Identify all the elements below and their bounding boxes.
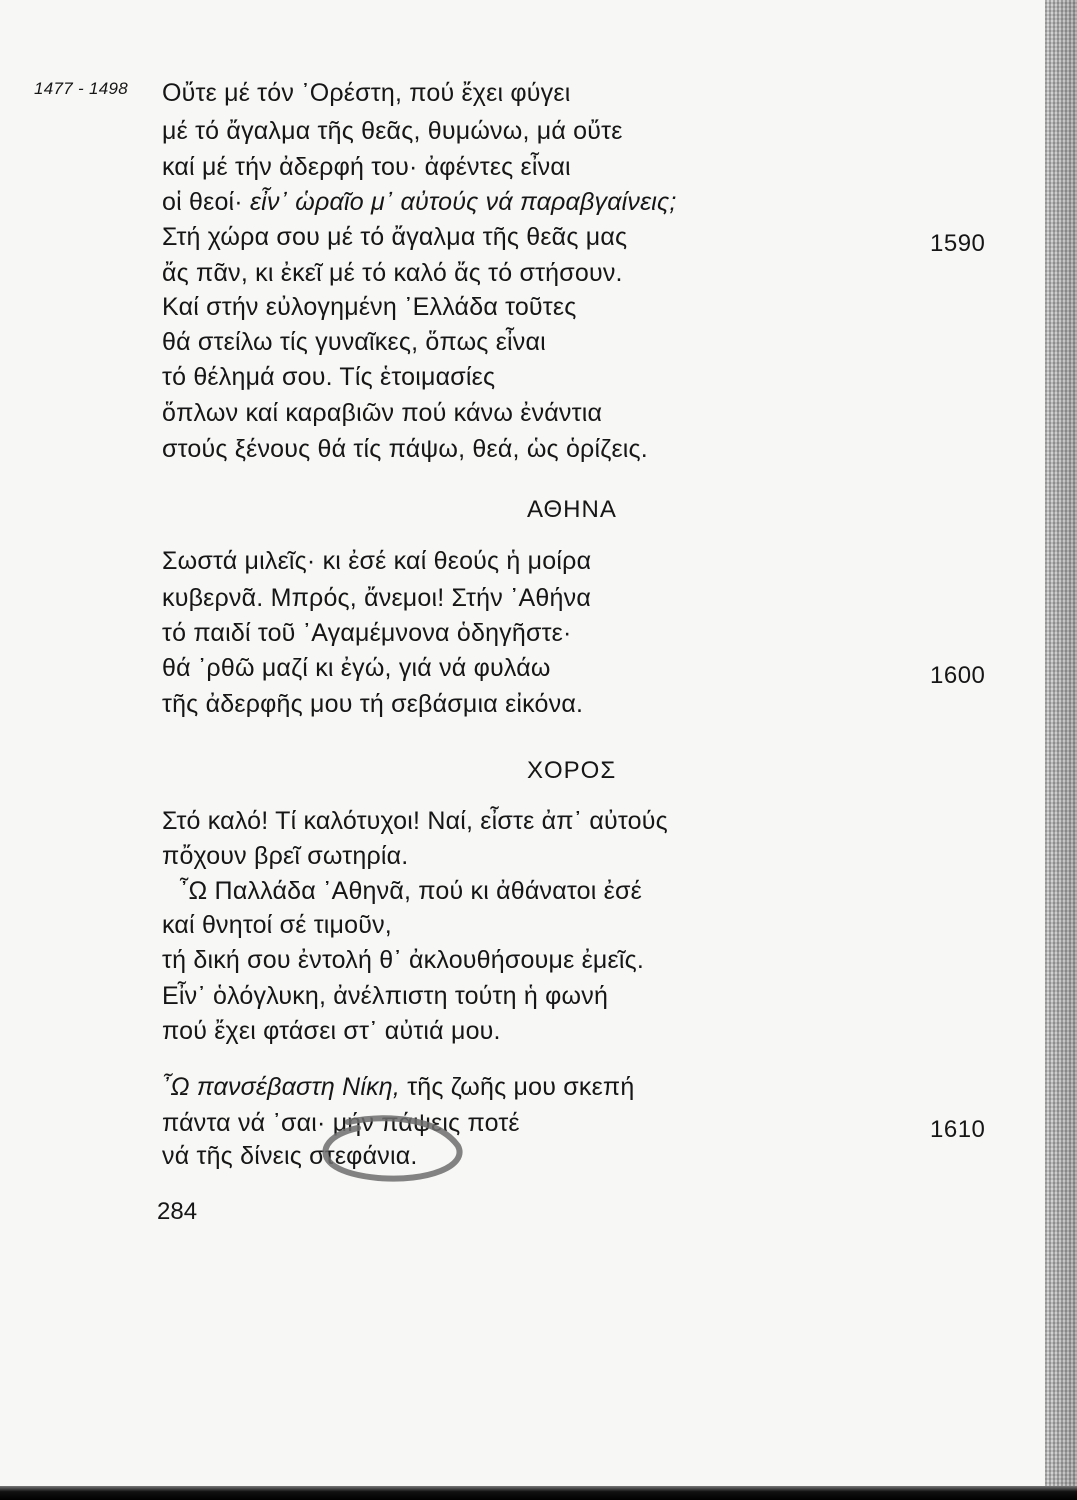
line-number: 1600 <box>930 662 986 689</box>
verse-segment-italic: ῏Ω πανσέβαστη Νίκη, <box>162 1073 401 1101</box>
verse-line: Οὔτε μέ τόν ᾿Ορέστη, πού ἔχει φύγει <box>162 79 571 107</box>
speaker-name: ΑΘΗΝΑ <box>527 496 617 523</box>
verse-line: θά στείλω τίς γυναῖκες, ὅπως εἶναι <box>162 328 546 356</box>
page-number: 284 <box>157 1198 198 1225</box>
verse-line: πού ἔχει φτάσει στ᾿ αὐτιά μου. <box>162 1017 501 1045</box>
verse-line: ῏Ω Παλλάδα ᾿Αθηνᾶ, πού κι ἀθάνατοι ἐσέ <box>180 877 642 905</box>
verse-line: Καί στήν εὐλογημένη ᾿Ελλάδα τοῦτες <box>162 293 577 321</box>
verse-line: θά ᾿ρθῶ μαζί κι ἐγώ, γιά νά φυλάω <box>162 654 551 682</box>
verse-line: κυβερνᾶ. Μπρός, ἄνεμοι! Στήν ᾿Αθήνα <box>162 584 591 612</box>
verse-line: πάντα νά ᾿σαι· μήν πάψεις ποτέ <box>162 1109 520 1137</box>
verse-line: καί θνητοί σέ τιμοῦν, <box>162 911 392 939</box>
verse-line: Στό καλό! Τί καλότυχοι! Ναί, εἶστε ἀπ᾿ αὐτούς <box>162 807 668 835</box>
speaker-name: ΧΟΡΟΣ <box>527 757 617 784</box>
verse-line: καί μέ τήν ἀδερφή του· ἀφέντες εἶναι <box>162 153 571 181</box>
verse-line: τή δική σου ἐντολή θ᾿ ἀκλουθήσουμε ἐμεῖς. <box>162 946 645 974</box>
verse-line: στούς ξένους θά τίς πάψω, θεά, ὡς ὁρίζεις. <box>162 435 648 463</box>
verse-line <box>162 187 677 217</box>
verse-line: νά τῆς δίνεις στεφάνια. <box>162 1142 418 1170</box>
pencil-circle-mark <box>318 1108 468 1188</box>
verse-segment: οἱ θεοί· <box>162 188 243 216</box>
verse-line: τό θέλημά σου. Τίς ἑτοιμασίες <box>162 363 496 391</box>
line-number: 1590 <box>930 230 986 257</box>
verse-segment: τῆς ζωῆς μου σκεπή <box>407 1073 635 1101</box>
verse-line: Σωστά μιλεῖς· κι ἐσέ καί θεούς ἡ μοίρα <box>162 547 592 575</box>
page-bottom-shadow <box>0 1486 1077 1500</box>
verse-line: ὅπλων καί καραβιῶν πού κάνω ἐνάντια <box>162 399 603 427</box>
verse-segment-italic: εἶν᾿ ὡραῖο μ᾿ αὐτούς νά παραβγαίνεις; <box>250 188 677 216</box>
verse-line <box>162 1072 634 1102</box>
verse-line: ἄς πᾶν, κι ἐκεῖ μέ τό καλό ἄς τό στήσουν. <box>162 259 623 287</box>
verse-line: Στή χώρα σου μέ τό ἄγαλμα τῆς θεᾶς μας <box>162 223 628 251</box>
line-reference: 1477 - 1498 <box>34 79 129 98</box>
fabric-edge <box>1045 0 1077 1500</box>
verse-line: τό παιδί τοῦ ᾿Αγαμέμνονα ὁδηγῆστε· <box>162 619 572 647</box>
verse-line: μέ τό ἄγαλμα τῆς θεᾶς, θυμώνω, μά οὔτε <box>162 117 623 145</box>
verse-line: Εἶν᾿ ὁλόγλυκη, ἀνέλπιστη τούτη ἡ φωνή <box>162 982 609 1010</box>
verse-line: τῆς ἀδερφῆς μου τή σεβάσμια εἰκόνα. <box>162 690 584 718</box>
line-number: 1610 <box>930 1116 986 1143</box>
verse-line: πὄχουν βρεῖ σωτηρία. <box>162 842 409 870</box>
